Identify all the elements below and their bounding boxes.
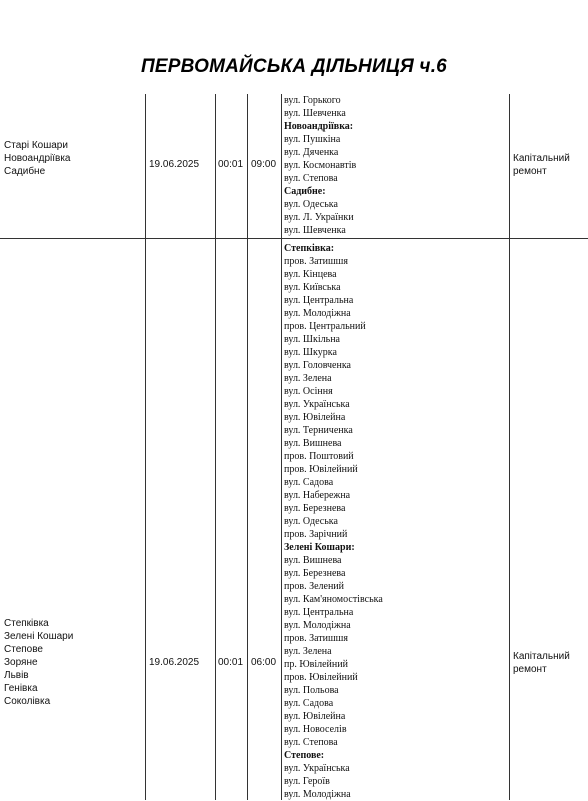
street-item: вул. Молодіжна [284, 620, 351, 631]
street-item: пров. Зарічний [284, 529, 348, 540]
street-item: пров. Затишшя [284, 633, 348, 644]
street-item: вул. Героїв [284, 776, 330, 787]
street-item: пров. Затишшя [284, 256, 348, 267]
streets-cell [284, 94, 509, 237]
street-item: вул. Березнева [284, 568, 346, 579]
street-item: пр. Ювілейний [284, 659, 348, 670]
street-item: вул. Вишнева [284, 438, 342, 449]
street-item: вул. Кам'яномостівська [284, 594, 383, 605]
street-item: вул. Молодіжна [284, 308, 351, 319]
reason-text: Капітальний [513, 153, 570, 164]
street-item: вул. Одеська [284, 199, 338, 210]
street-item: вул. Садова [284, 477, 334, 488]
street-item: пров. Поштовий [284, 451, 354, 462]
settlement-name: Львів [4, 670, 29, 681]
settlement-heading: Новоандріївка: [284, 121, 354, 132]
settlement-name: Новоандріївка [4, 153, 71, 164]
street-item: вул. Л. Українки [284, 212, 354, 223]
street-item: пров. Ювілейний [284, 464, 358, 475]
settlement-name: Генівка [4, 683, 38, 694]
settlements-cell [4, 139, 71, 178]
table-border-col-4 [281, 94, 282, 800]
settlement-name: Соколівка [4, 696, 51, 707]
street-item: вул. Космонавтів [284, 160, 357, 171]
table-border-col-2 [215, 94, 216, 800]
street-item: вул. Ювілейна [284, 711, 346, 722]
street-item: вул. Ювілейна [284, 412, 346, 423]
street-item: вул. Українська [284, 399, 350, 410]
reason-text: ремонт [513, 664, 547, 675]
time-to-cell: 09:00 [251, 159, 277, 170]
street-item: вул. Новоселів [284, 724, 347, 735]
street-item: вул. Шевченка [284, 225, 346, 236]
reason-cell [513, 152, 570, 178]
street-item: вул. Набережна [284, 490, 351, 501]
street-item: вул. Дяченка [284, 147, 339, 158]
table-border-col-5 [509, 94, 510, 800]
street-item: вул. Зелена [284, 646, 332, 657]
settlement-name: Старі Кошари [4, 140, 68, 151]
street-item: вул. Центральна [284, 607, 354, 618]
settlement-name: Зелені Кошари [4, 631, 74, 642]
street-item: вул. Одеська [284, 516, 338, 527]
street-item: вул. Березнева [284, 503, 346, 514]
street-item: вул. Терниченка [284, 425, 353, 436]
document-title: ПЕРВОМАЙСЬКА ДІЛЬНИЦЯ ч.6 [141, 56, 447, 77]
street-item: пров. Центральний [284, 321, 366, 332]
street-item: вул. Кінцева [284, 269, 337, 280]
street-item: пров. Зелений [284, 581, 345, 592]
table-border-col-3 [247, 94, 248, 800]
street-item: вул. Степова [284, 737, 338, 748]
settlement-heading: Зелені Кошари: [284, 542, 355, 553]
street-item: вул. Польова [284, 685, 339, 696]
table-border-col-1 [145, 94, 146, 800]
street-item: вул. Молодіжна [284, 789, 351, 800]
street-item: пров. Ювілейний [284, 672, 358, 683]
street-item: вул. Шкурка [284, 347, 337, 358]
table-row-divider [0, 238, 588, 239]
street-item: вул. Пушкіна [284, 134, 341, 145]
settlement-heading: Степове: [284, 750, 325, 761]
settlement-heading: Степківка: [284, 243, 335, 254]
reason-cell [513, 650, 570, 676]
reason-text: Капітальний [513, 651, 570, 662]
street-item: вул. Шевченка [284, 108, 346, 119]
street-item: вул. Степова [284, 173, 338, 184]
settlements-cell [4, 617, 73, 708]
settlement-heading: Садибне: [284, 186, 326, 197]
settlement-name: Степківка [4, 618, 49, 629]
date-cell: 19.06.2025 [149, 159, 200, 170]
street-item: вул. Центральна [284, 295, 354, 306]
settlement-name: Садибне [4, 166, 46, 177]
street-item: вул. Київська [284, 282, 341, 293]
street-item: вул. Шкільна [284, 334, 340, 345]
street-item: вул. Вишнева [284, 555, 342, 566]
settlement-name: Степове [4, 644, 43, 655]
reason-text: ремонт [513, 166, 547, 177]
time-from-cell: 00:01 [218, 657, 244, 668]
time-to-cell: 06:00 [251, 657, 277, 668]
settlement-name: Зоряне [4, 657, 38, 668]
street-item: вул. Осіння [284, 386, 333, 397]
street-item: вул. Садова [284, 698, 334, 709]
street-item: вул. Горького [284, 95, 341, 106]
street-item: вул. Українська [284, 763, 350, 774]
street-item: вул. Головченка [284, 360, 351, 371]
street-item: вул. Зелена [284, 373, 332, 384]
streets-cell [284, 242, 509, 801]
date-cell: 19.06.2025 [149, 657, 200, 668]
time-from-cell: 00:01 [218, 159, 244, 170]
